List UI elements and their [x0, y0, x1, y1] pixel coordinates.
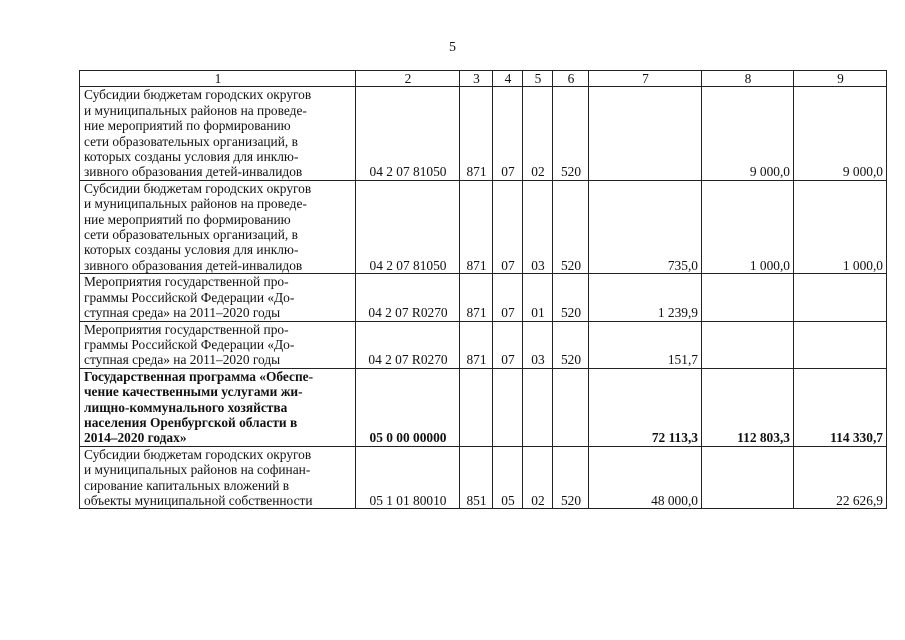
header-cell: 5	[523, 71, 553, 87]
row-col4-cell: 07	[493, 321, 523, 368]
row-col3-cell: 871	[460, 87, 493, 180]
row-col7-cell: 1 239,9	[589, 274, 702, 321]
row-col7-cell: 735,0	[589, 180, 702, 273]
row-code-cell: 04 2 07 R0270	[356, 321, 460, 368]
row-col5-cell: 02	[523, 87, 553, 180]
page-number: 5	[449, 40, 456, 55]
row-col5-cell: 03	[523, 321, 553, 368]
row-col5-cell: 03	[523, 180, 553, 273]
header-cell: 6	[553, 71, 589, 87]
row-code-cell: 04 2 07 81050	[356, 87, 460, 180]
row-col7-cell	[589, 87, 702, 180]
row-col4-cell: 07	[493, 274, 523, 321]
row-col7-cell: 151,7	[589, 321, 702, 368]
row-col5-cell: 02	[523, 446, 553, 509]
row-col3-cell	[460, 368, 493, 446]
row-col8-cell: 112 803,3	[702, 368, 794, 446]
header-cell: 8	[702, 71, 794, 87]
table-row	[80, 446, 887, 509]
row-col9-cell	[794, 274, 887, 321]
table-row	[80, 368, 887, 446]
budget-table	[79, 70, 887, 509]
row-col3-cell: 871	[460, 321, 493, 368]
row-col6-cell: 520	[553, 321, 589, 368]
table-row	[80, 180, 887, 273]
row-code-cell: 05 1 01 80010	[356, 446, 460, 509]
table-header-row	[80, 71, 887, 87]
row-col7-cell: 72 113,3	[589, 368, 702, 446]
header-cell: 7	[589, 71, 702, 87]
row-col8-cell: 1 000,0	[702, 180, 794, 273]
row-code-cell: 04 2 07 R0270	[356, 274, 460, 321]
row-col6-cell	[553, 368, 589, 446]
row-col3-cell: 871	[460, 180, 493, 273]
row-col6-cell: 520	[553, 87, 589, 180]
row-col5-cell	[523, 368, 553, 446]
row-col8-cell: 9 000,0	[702, 87, 794, 180]
row-col4-cell: 07	[493, 87, 523, 180]
row-col4-cell: 07	[493, 180, 523, 273]
row-col7-cell: 48 000,0	[589, 446, 702, 509]
row-name-cell: Субсидии бюджетам городских округов и муниципальных районов на проведе- ние мероприятий по формированию сети образовательных организаций, в которых созданы условия для инклю- зивного образования детей-инвалидов	[80, 180, 356, 273]
header-cell: 2	[356, 71, 460, 87]
row-col4-cell: 05	[493, 446, 523, 509]
row-col3-cell: 871	[460, 274, 493, 321]
row-col9-cell: 9 000,0	[794, 87, 887, 180]
table-row	[80, 321, 887, 368]
row-col9-cell: 22 626,9	[794, 446, 887, 509]
row-col8-cell	[702, 321, 794, 368]
row-col6-cell: 520	[553, 446, 589, 509]
row-name-cell: Субсидии бюджетам городских округов и муниципальных районов на проведе- ние мероприятий по формированию сети образовательных организаций, в которых созданы условия для инклю- зивного образования детей-инвалидов	[80, 87, 356, 180]
row-col6-cell: 520	[553, 274, 589, 321]
row-col9-cell: 114 330,7	[794, 368, 887, 446]
table-row	[80, 274, 887, 321]
header-cell: 3	[460, 71, 493, 87]
header-cell: 9	[794, 71, 887, 87]
row-col4-cell	[493, 368, 523, 446]
row-name-cell: Мероприятия государственной про- граммы Российской Федерации «До- ступная среда» на 2011–2020 годы	[80, 274, 356, 321]
header-cell: 1	[80, 71, 356, 87]
header-cell: 4	[493, 71, 523, 87]
row-col8-cell	[702, 274, 794, 321]
table-row	[80, 87, 887, 180]
row-col9-cell: 1 000,0	[794, 180, 887, 273]
row-name-cell: Субсидии бюджетам городских округов и муниципальных районов на софинан- сирование капитальных вложений в объекты муниципальной собственности	[80, 446, 356, 509]
row-code-cell: 04 2 07 81050	[356, 180, 460, 273]
row-col3-cell: 851	[460, 446, 493, 509]
row-col6-cell: 520	[553, 180, 589, 273]
row-name-cell: Мероприятия государственной про- граммы Российской Федерации «До- ступная среда» на 2011–2020 годы	[80, 321, 356, 368]
row-col5-cell: 01	[523, 274, 553, 321]
row-code-cell: 05 0 00 00000	[356, 368, 460, 446]
row-col8-cell	[702, 446, 794, 509]
row-col9-cell	[794, 321, 887, 368]
row-name-cell: Государственная программа «Обеспе- чение качественными услугами жи- лищно-коммунального хозяйства населения Оренбургской области в 2014–2020 годах»	[80, 368, 356, 446]
